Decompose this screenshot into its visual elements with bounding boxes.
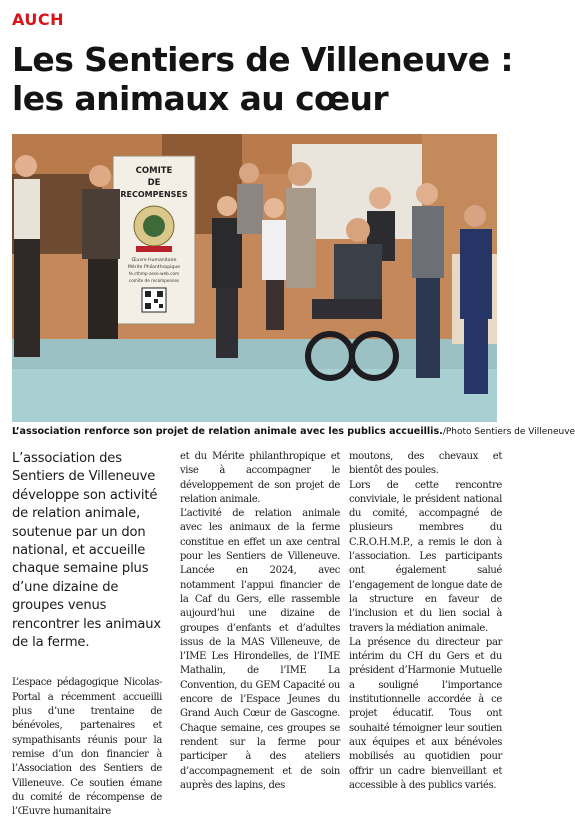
sign-line-2: Mérite Philanthropique <box>127 265 181 270</box>
sign-title-1: COMITE <box>135 166 173 176</box>
paragraph-6: La présence du directeur par intérim du CH du Gers et du président d’Harmonie Mutuelle a souligné l’importance institutionnelle accordée à ce projet éducatif. Tous ont souhaité témoigner leur soutien aux équipes et aux bénévoles mobilisés au quotidien pour offrir un cadre bienveillant et accessible à des publics variés. <box>349 636 502 791</box>
paragraph-4: moutons, des chevaux et bientôt des poules. <box>349 451 502 477</box>
award-sign <box>113 156 195 324</box>
headline-line-2: les animaux au cœur <box>12 79 389 118</box>
article-intro: L’association des Sentiers de Villeneuve développe son activité de relation animale, soutenue par un don national, et accueille chaque semaine plus d’une dizaine de groupes venus rencontrer les animaux de la ferme. <box>12 451 161 651</box>
article-column-3 <box>349 450 502 793</box>
article-photo <box>12 134 497 422</box>
sign-title-2: DE <box>147 178 161 188</box>
paragraph-3: L’activité de relation animale avec les animaux de la ferme constitue en effet un axe central pour les Sentiers de Villeneuve. Lancée en 2024, avec notamment l’appui financier de la Caf du Gers, elle rassemble aujourd’hui une dizaine de groupes d’enfants et d’adultes issus de la MAS Villeneuve, de l’IME Les Hirondelles, de l’IME Mathalin, de l’IME La Convention, du GEM Capacité ou encore de l’Espace Jeunes du Grand Auch Cœur de Gascogne. Chaque semaine, ces groupes se rendent sur la ferme pour participer à des ateliers d’accompagnement et de soin auprès des lapins, des <box>180 508 340 791</box>
article-headline <box>12 40 516 118</box>
photo-credit: /Photo Sentiers de Villeneuve <box>442 427 575 437</box>
photo-caption <box>12 425 575 439</box>
paragraph-2: et du Mérite philanthropique et vise à accompagner le développement de son projet de relation animale. <box>180 451 340 505</box>
caption-text: L’association renforce son projet de relation animale avec les publics accueillis. <box>12 426 443 437</box>
sign-line-3: fe.cthmp-asso-web.com <box>128 271 180 276</box>
section-kicker: AUCH <box>12 10 65 29</box>
paragraph-5: Lors de cette rencontre conviviale, le président national du comité, accompagné de plusieurs membres du C.R.O.H.M.P., a remis le don à l’association. Les participants ont également salué l’engagement de longue date de la structure en faveur de l’inclusion et du lien social à travers la médiation animale. <box>349 479 502 634</box>
headline-line-1: Les Sentiers de Villeneuve : <box>12 40 513 79</box>
paragraph-1: L’espace pédagogique Nicolas-Portal a récemment accueilli plus d’une trentaine de bénévoles, partenaires et sympathisants réunis pour la remise d’un don financier à l’Association des Sentiers de Villeneuve. Ce soutien émane du comité de récompense de l’Œuvre humanitaire <box>12 677 162 818</box>
article-column-2 <box>180 450 340 793</box>
sign-line-4: comite de recompenses <box>128 278 180 283</box>
sign-title-3: RECOMPENSES <box>120 190 188 199</box>
sign-line-1: Œuvre Humanitaire <box>131 258 177 263</box>
article-column-1 <box>12 450 162 819</box>
